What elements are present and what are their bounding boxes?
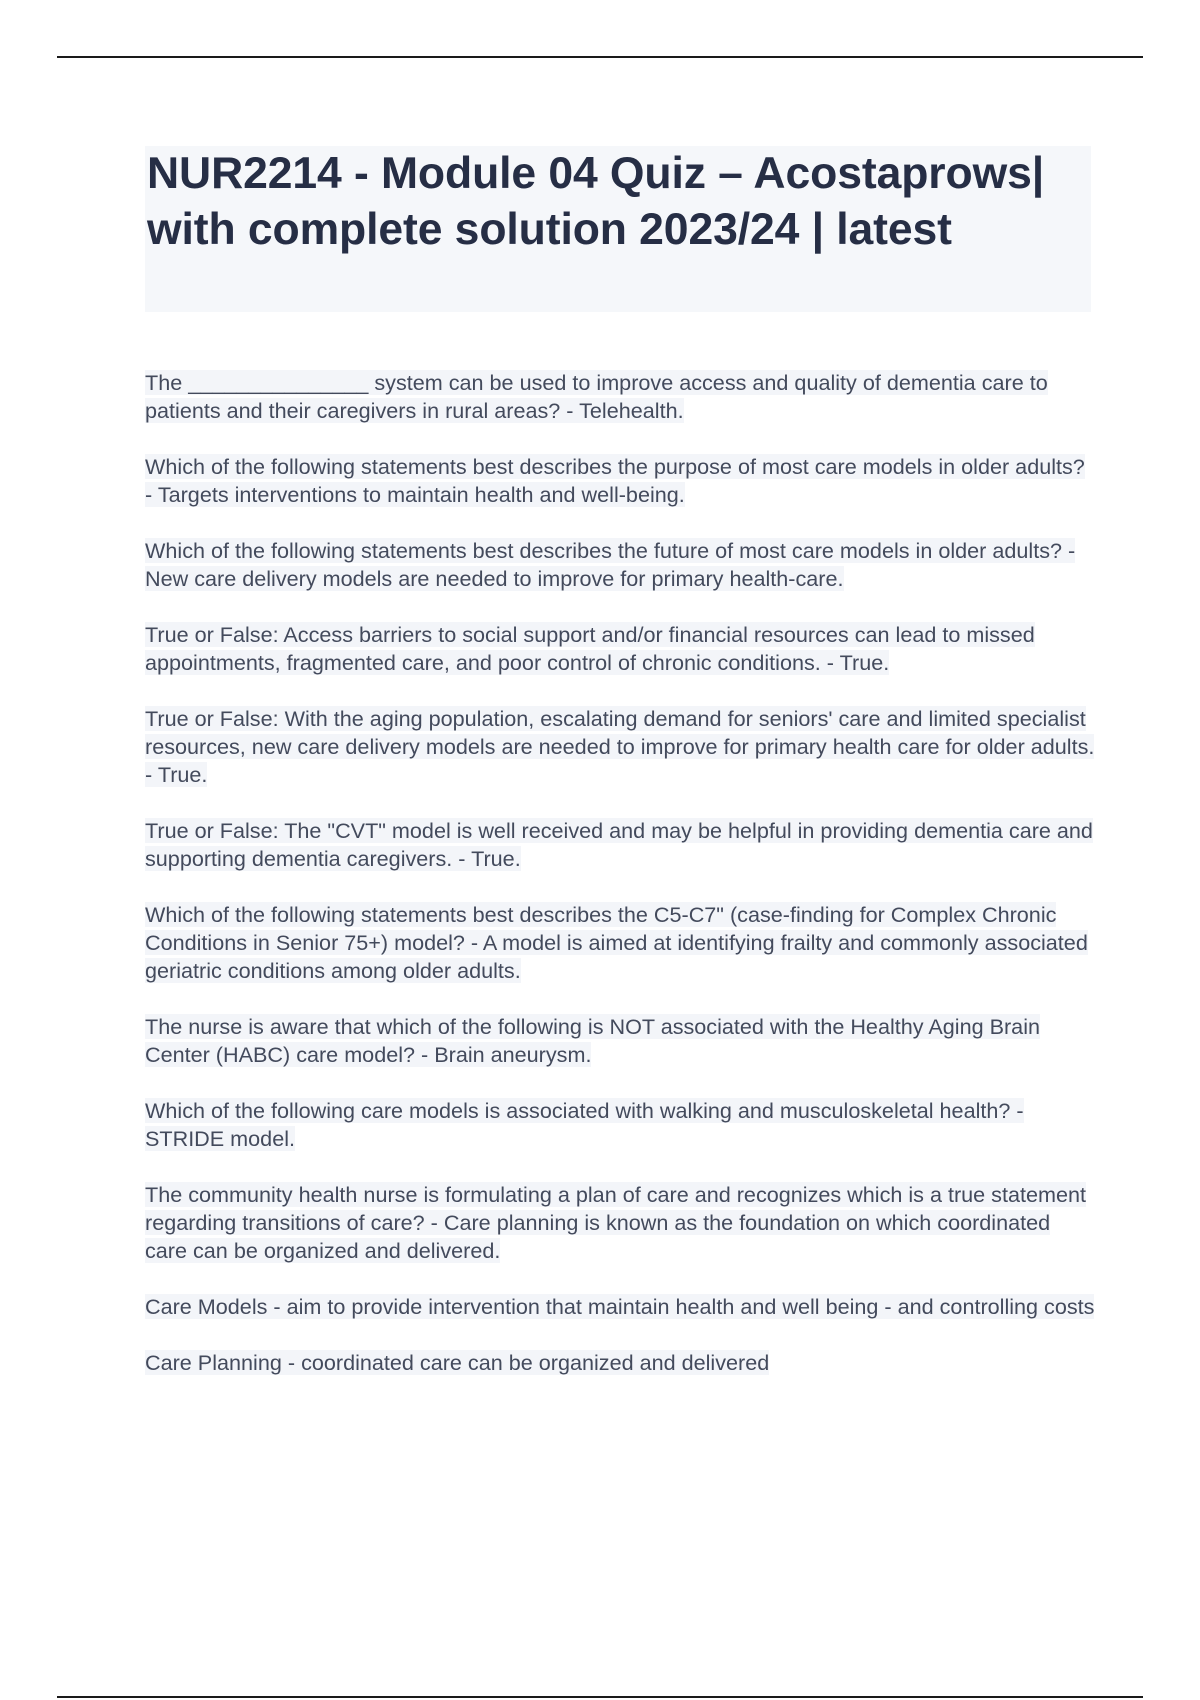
- document-title: NUR2214 - Module 04 Quiz – Acostaprows| with complete solution 2023/24 | latest: [147, 149, 1045, 254]
- question-text: Care Models: [145, 1294, 268, 1319]
- separator: -: [1062, 538, 1076, 563]
- qa-item: [145, 1349, 1095, 1377]
- title-block: [145, 146, 1091, 312]
- answer-text: Targets interventions to maintain health and well-being.: [157, 482, 685, 507]
- answer-text: Brain aneurysm.: [434, 1042, 592, 1067]
- qa-item: [145, 453, 1095, 509]
- qa-item: [145, 1013, 1095, 1069]
- qa-item: [145, 621, 1095, 677]
- answer-text: True.: [471, 846, 521, 871]
- answer-text: STRIDE model.: [145, 1126, 295, 1151]
- answer-text: A model is aimed at identifying frailty and commonly associated geriatric conditions among older adults.: [145, 930, 1088, 983]
- answer-text: Telehealth.: [579, 398, 684, 423]
- separator: -: [560, 398, 580, 423]
- separator: -: [464, 930, 483, 955]
- question-text: Care Planning: [145, 1350, 282, 1375]
- separator: -: [415, 1042, 435, 1067]
- separator: -: [281, 1350, 302, 1375]
- qa-item: [145, 1293, 1095, 1321]
- answer-text: True.: [157, 762, 208, 787]
- separator: -: [452, 846, 472, 871]
- answer-text: New care delivery models are needed to improve for primary health-care.: [145, 566, 844, 591]
- question-text: Which of the following statements best describes the purpose of most care models in older adults?: [145, 454, 1085, 479]
- question-text: The nurse is aware that which of the following is NOT associated with the Healthy Aging Brain Center (HABC) care model?: [145, 1014, 1041, 1067]
- answer-text: aim to provide intervention that maintain health and well being - and controlling costs: [286, 1294, 1095, 1319]
- answer-text: True.: [839, 650, 890, 675]
- separator: -: [145, 762, 158, 787]
- qa-item: [145, 817, 1095, 873]
- top-rule: [57, 56, 1143, 58]
- question-text: Which of the following statements best describes the future of most care models in older adults?: [145, 538, 1062, 563]
- separator: -: [145, 482, 158, 507]
- qa-list: [145, 369, 1095, 1405]
- separator: -: [424, 1210, 444, 1235]
- separator: -: [267, 1294, 287, 1319]
- separator: -: [1010, 1098, 1024, 1123]
- answer-text: Care planning is known as the foundation on which coordinated care can be organized and delivered.: [145, 1210, 1051, 1263]
- question-text: True or False: The "CVT" model is well received and may be helpful in providing dementia care and supporting dementia caregivers.: [145, 818, 1093, 871]
- qa-item: [145, 705, 1095, 789]
- separator: -: [820, 650, 840, 675]
- qa-item: [145, 1097, 1095, 1153]
- question-text: The _______________ system can be used to improve access and quality of dementia care to patients and their caregivers in rural areas?: [145, 370, 1048, 423]
- question-text: True or False: Access barriers to social support and/or financial resources can lead to missed appointments, fragmented care, and poor control of chronic conditions.: [145, 622, 1035, 675]
- question-text: True or False: With the aging population, escalating demand for seniors' care and limited specialist resources, new care delivery models are needed to improve for primary health care for older adults.: [145, 706, 1095, 759]
- qa-item: [145, 1181, 1095, 1265]
- qa-item: [145, 901, 1095, 985]
- qa-item: [145, 369, 1095, 425]
- qa-item: [145, 537, 1095, 593]
- question-text: The community health nurse is formulating a plan of care and recognizes which is a true statement regarding transitions of care?: [145, 1182, 1087, 1235]
- question-text: Which of the following care models is associated with walking and musculoskeletal health?: [145, 1098, 1011, 1123]
- answer-text: coordinated care can be organized and delivered: [301, 1350, 770, 1375]
- bottom-rule: [57, 1696, 1143, 1698]
- question-text: Which of the following statements best describes the C5-C7" (case-finding for Complex Chronic Conditions in Senior 75+) model?: [145, 902, 1057, 955]
